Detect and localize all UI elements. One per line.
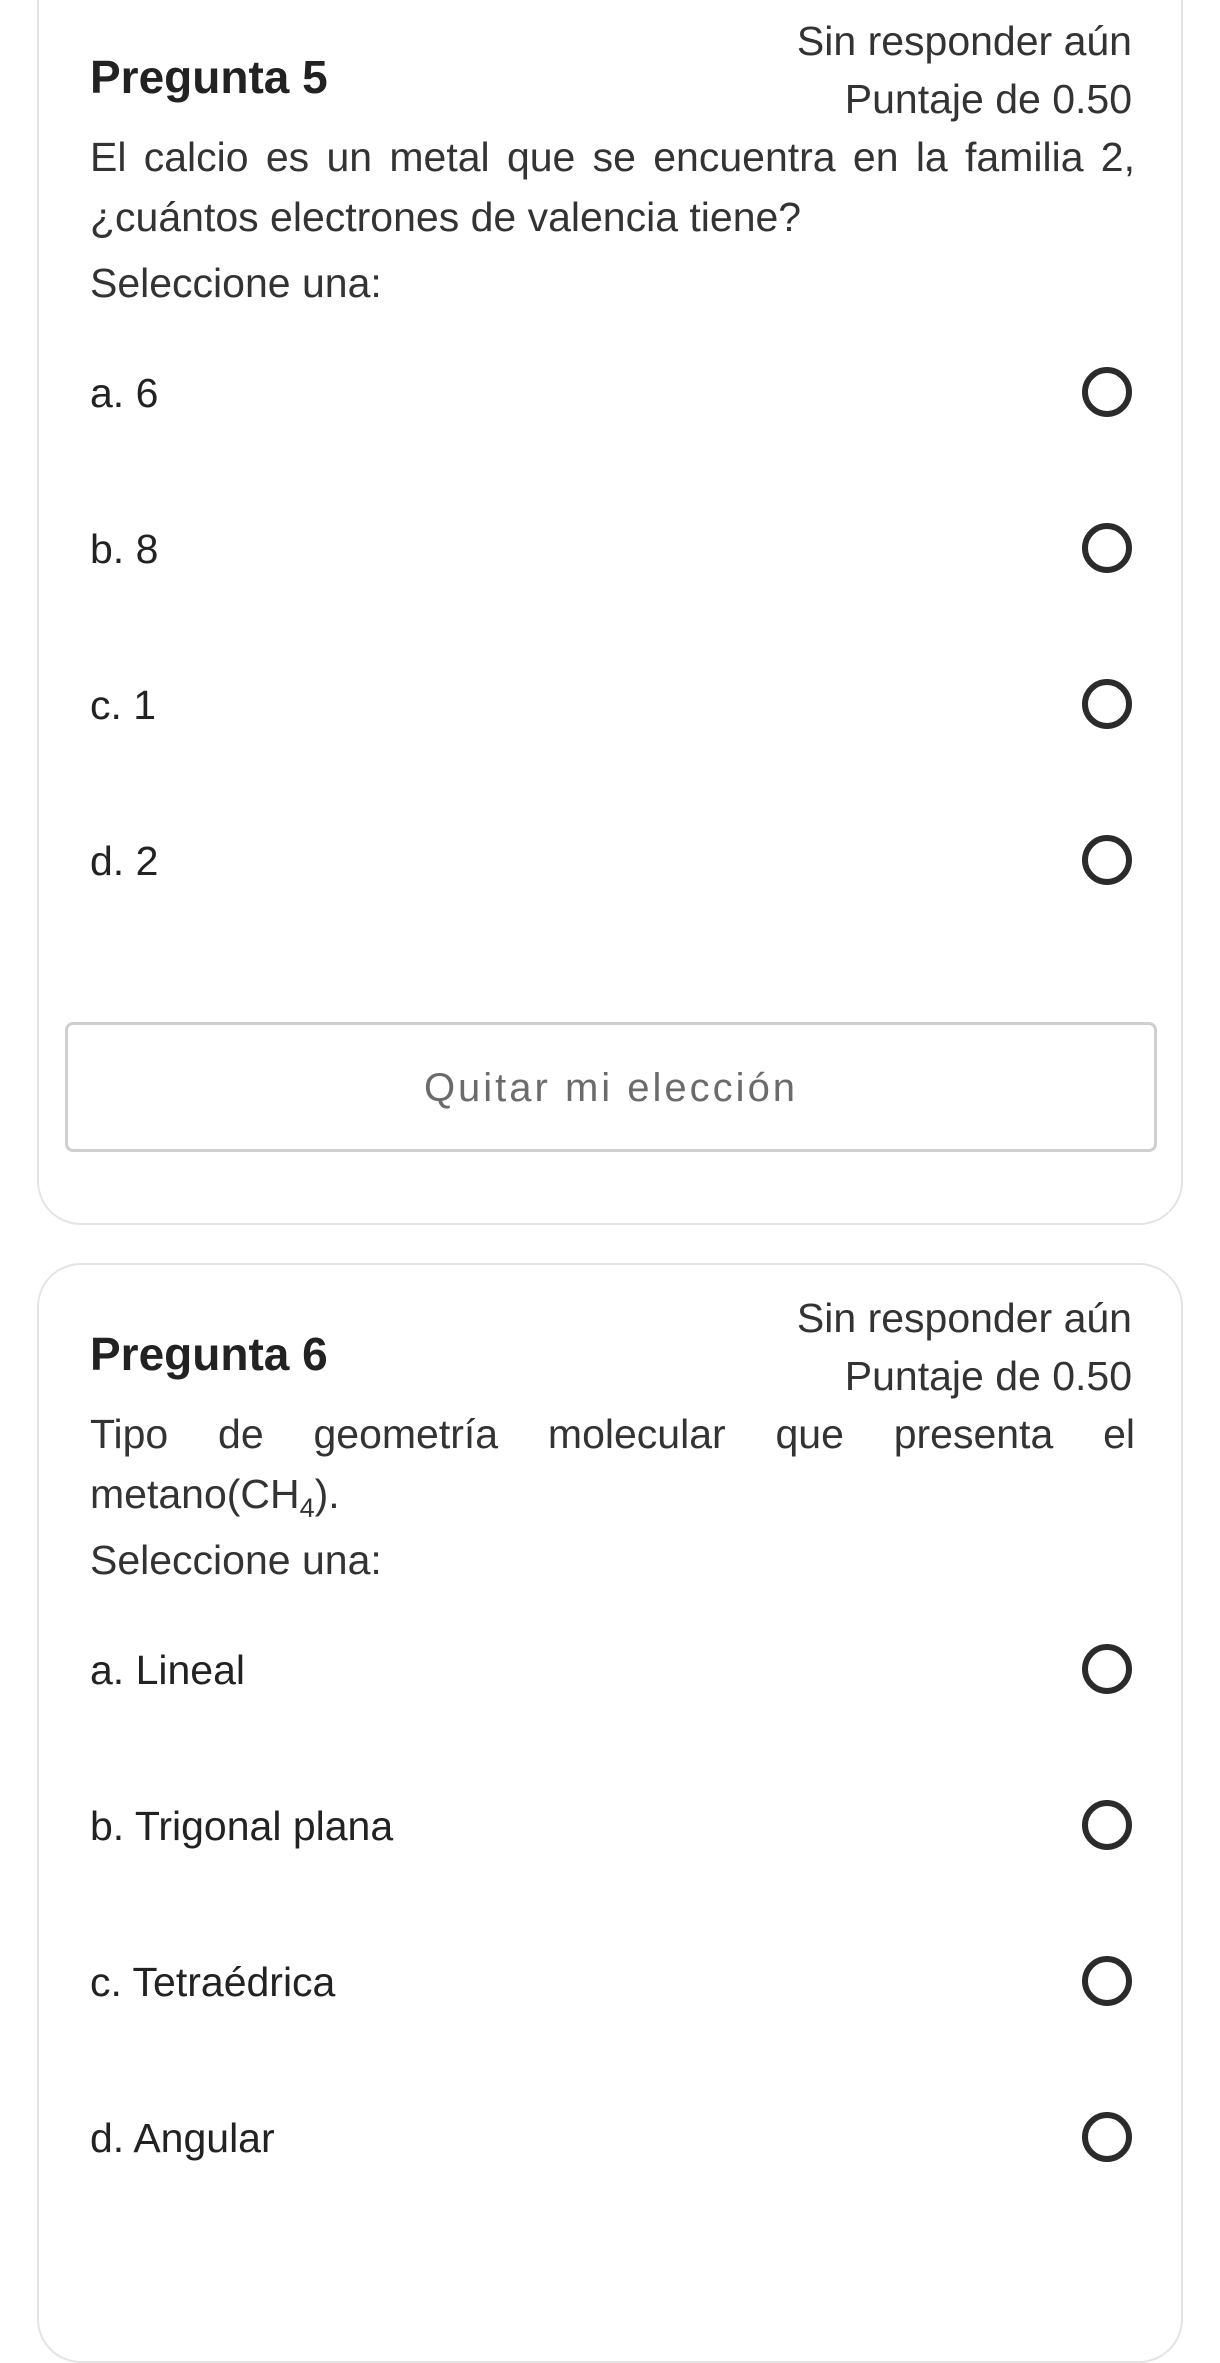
question-card-5 xyxy=(37,0,1183,1225)
score-text: Puntaje de 0.50 xyxy=(844,1353,1132,1399)
question-status xyxy=(797,1289,1132,1405)
answer-option-a[interactable] xyxy=(39,1594,1181,1750)
subscript: 4 xyxy=(299,1493,315,1524)
option-label: c. 1 xyxy=(90,682,157,728)
radio-button[interactable] xyxy=(1082,1800,1132,1850)
question-title: Pregunta 6 xyxy=(90,1328,328,1380)
option-label: d. Angular xyxy=(90,2115,275,2161)
question-text: El calcio es un metal que se encuentra en la familia 2, ¿cuántos electrones de valencia tiene? xyxy=(90,134,1135,240)
question-title: Pregunta 5 xyxy=(90,51,328,103)
question-status xyxy=(797,12,1132,128)
option-label: b. 8 xyxy=(90,526,159,572)
select-prompt: Seleccione una: xyxy=(90,260,382,306)
radio-button[interactable] xyxy=(1082,679,1132,729)
radio-button[interactable] xyxy=(1082,1956,1132,2006)
option-label: a. 6 xyxy=(90,370,159,416)
question-text xyxy=(90,1404,1135,1524)
answer-option-b[interactable] xyxy=(39,473,1181,629)
select-prompt: Seleccione una: xyxy=(90,1537,382,1583)
radio-button[interactable] xyxy=(1082,835,1132,885)
answer-option-c[interactable] xyxy=(39,1906,1181,2062)
option-label: b. Trigonal plana xyxy=(90,1803,394,1849)
score-text: Puntaje de 0.50 xyxy=(844,76,1132,122)
clear-choice-button[interactable]: Quitar mi elección xyxy=(65,1022,1157,1152)
radio-button[interactable] xyxy=(1082,2112,1132,2162)
radio-button[interactable] xyxy=(1082,367,1132,417)
option-label: a. Lineal xyxy=(90,1647,246,1693)
option-label: d. 2 xyxy=(90,838,159,884)
question-text-end: ). xyxy=(314,1471,340,1517)
answer-option-d[interactable] xyxy=(39,785,1181,941)
answer-option-b[interactable] xyxy=(39,1750,1181,1906)
option-label: c. Tetraédrica xyxy=(90,1959,336,2005)
answer-option-c[interactable] xyxy=(39,629,1181,785)
question-card-6 xyxy=(37,1263,1183,2363)
question-text-main: Tipo de geometría molecular que presenta el metano(CH xyxy=(90,1411,1135,1517)
answer-option-a[interactable] xyxy=(39,317,1181,473)
answer-option-d[interactable] xyxy=(39,2062,1181,2218)
status-text: Sin responder aún xyxy=(796,18,1132,64)
radio-button[interactable] xyxy=(1082,523,1132,573)
status-text: Sin responder aún xyxy=(796,1295,1132,1341)
radio-button[interactable] xyxy=(1082,1644,1132,1694)
